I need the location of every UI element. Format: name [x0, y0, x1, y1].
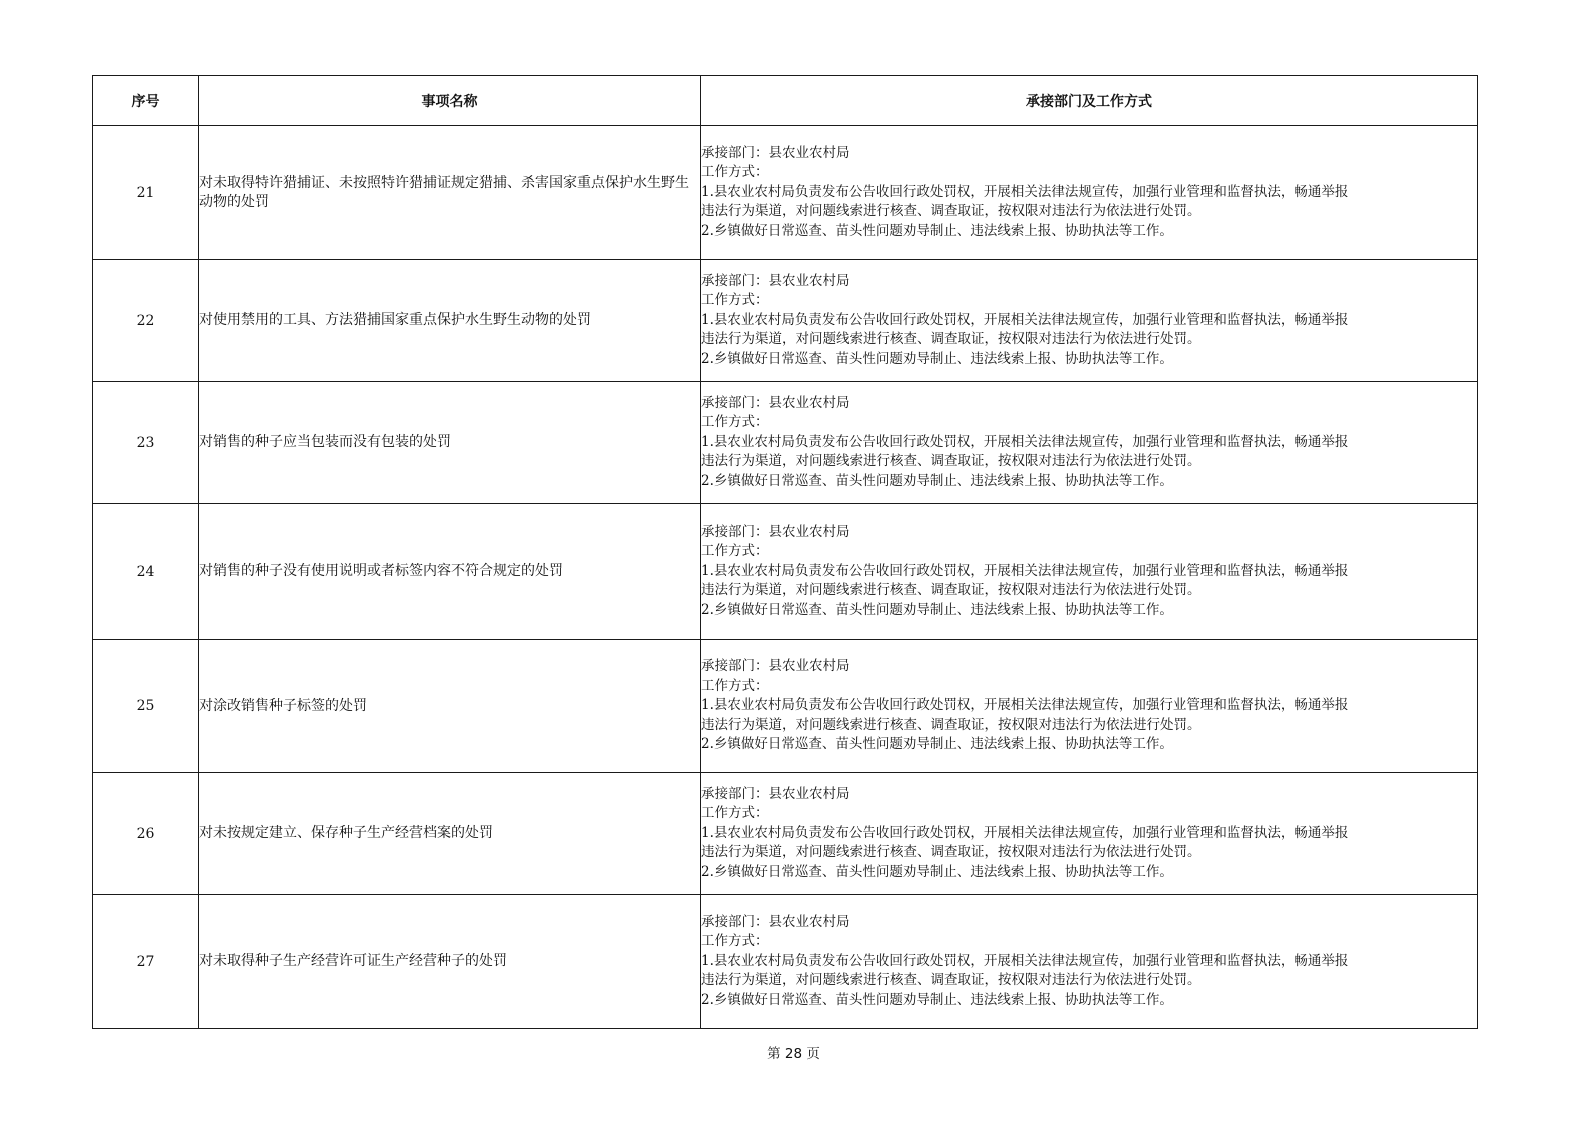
item-name: 对未取得特许猎捕证、未按照特许猎捕证规定猎捕、杀害国家重点保护水生野生动物的处罚 [199, 126, 701, 260]
dept-line: 承接部门：县农业农村局 [701, 272, 850, 289]
dept-line: 1.县农业农村局负责发布公告收回行政处罚权，开展相关法律法规宣传，加强行业管理和监督执法，畅通举报 [701, 697, 1349, 714]
dept-line: 承接部门：县农业农村局 [701, 785, 850, 802]
dept-line: 1.县农业农村局负责发布公告收回行政处罚权，开展相关法律法规宣传，加强行业管理和监督执法，畅通举报 [701, 562, 1349, 579]
dept-line: 2.乡镇做好日常巡查、苗头性问题劝导制止、违法线索上报、协助执法等工作。 [701, 222, 1173, 239]
table-row [93, 504, 1478, 640]
dept-line: 工作方式： [701, 677, 769, 694]
dept-line: 1.县农业农村局负责发布公告收回行政处罚权，开展相关法律法规宣传，加强行业管理和监督执法，畅通举报 [701, 824, 1349, 841]
items-table [92, 75, 1478, 1029]
dept-line: 违法行为渠道，对问题线索进行核查、调查取证，按权限对违法行为依法进行处罚。 [701, 582, 1201, 599]
dept-line: 1.县农业农村局负责发布公告收回行政处罚权，开展相关法律法规宣传，加强行业管理和监督执法，畅通举报 [701, 183, 1349, 200]
header-name: 事项名称 [199, 76, 701, 126]
dept-line: 承接部门：县农业农村局 [701, 913, 850, 930]
table-row [93, 895, 1478, 1029]
row-number: 21 [93, 126, 199, 260]
dept-line: 违法行为渠道，对问题线索进行核查、调查取证，按权限对违法行为依法进行处罚。 [701, 453, 1201, 470]
dept-line: 2.乡镇做好日常巡查、苗头性问题劝导制止、违法线索上报、协助执法等工作。 [701, 736, 1173, 753]
table-row [93, 126, 1478, 260]
header-row [93, 76, 1478, 126]
row-number: 25 [93, 640, 199, 773]
dept-line: 违法行为渠道，对问题线索进行核查、调查取证，按权限对违法行为依法进行处罚。 [701, 844, 1201, 861]
row-number: 22 [93, 260, 199, 382]
header-no: 序号 [93, 76, 199, 126]
item-name: 对涂改销售种子标签的处罚 [199, 640, 701, 773]
dept-line: 工作方式： [701, 164, 769, 181]
dept-line: 工作方式： [701, 805, 769, 822]
row-number: 27 [93, 895, 199, 1029]
dept-and-method [701, 773, 1478, 895]
dept-line: 违法行为渠道，对问题线索进行核查、调查取证，按权限对违法行为依法进行处罚。 [701, 716, 1201, 733]
dept-line: 1.县农业农村局负责发布公告收回行政处罚权，开展相关法律法规宣传，加强行业管理和监督执法，畅通举报 [701, 433, 1349, 450]
dept-line: 2.乡镇做好日常巡查、苗头性问题劝导制止、违法线索上报、协助执法等工作。 [701, 991, 1173, 1008]
table-body [93, 126, 1478, 1029]
item-name: 对销售的种子应当包装而没有包装的处罚 [199, 382, 701, 504]
dept-line: 2.乡镇做好日常巡查、苗头性问题劝导制止、违法线索上报、协助执法等工作。 [701, 863, 1173, 880]
item-name: 对未按规定建立、保存种子生产经营档案的处罚 [199, 773, 701, 895]
table-row [93, 382, 1478, 504]
table-row [93, 260, 1478, 382]
dept-line: 工作方式： [701, 292, 769, 309]
dept-line: 工作方式： [701, 414, 769, 431]
dept-and-method [701, 504, 1478, 640]
dept-line: 承接部门：县农业农村局 [701, 394, 850, 411]
dept-line: 1.县农业农村局负责发布公告收回行政处罚权，开展相关法律法规宣传，加强行业管理和监督执法，畅通举报 [701, 952, 1349, 969]
header-dept: 承接部门及工作方式 [701, 76, 1478, 126]
dept-line: 2.乡镇做好日常巡查、苗头性问题劝导制止、违法线索上报、协助执法等工作。 [701, 601, 1173, 618]
dept-line: 2.乡镇做好日常巡查、苗头性问题劝导制止、违法线索上报、协助执法等工作。 [701, 472, 1173, 489]
item-name: 对未取得种子生产经营许可证生产经营种子的处罚 [199, 895, 701, 1029]
dept-line: 1.县农业农村局负责发布公告收回行政处罚权，开展相关法律法规宣传，加强行业管理和监督执法，畅通举报 [701, 311, 1349, 328]
dept-line: 工作方式： [701, 933, 769, 950]
row-number: 23 [93, 382, 199, 504]
table-row [93, 773, 1478, 895]
dept-line: 承接部门：县农业农村局 [701, 523, 850, 540]
dept-and-method [701, 382, 1478, 504]
dept-and-method [701, 260, 1478, 382]
dept-line: 工作方式： [701, 543, 769, 560]
dept-and-method [701, 640, 1478, 773]
dept-line: 违法行为渠道，对问题线索进行核查、调查取证，按权限对违法行为依法进行处罚。 [701, 331, 1201, 348]
dept-and-method [701, 895, 1478, 1029]
item-name: 对销售的种子没有使用说明或者标签内容不符合规定的处罚 [199, 504, 701, 640]
dept-line: 违法行为渠道，对问题线索进行核查、调查取证，按权限对违法行为依法进行处罚。 [701, 972, 1201, 989]
dept-line: 承接部门：县农业农村局 [701, 144, 850, 161]
row-number: 26 [93, 773, 199, 895]
dept-line: 违法行为渠道，对问题线索进行核查、调查取证，按权限对违法行为依法进行处罚。 [701, 203, 1201, 220]
dept-line: 2.乡镇做好日常巡查、苗头性问题劝导制止、违法线索上报、协助执法等工作。 [701, 350, 1173, 367]
table-row [93, 640, 1478, 773]
row-number: 24 [93, 504, 199, 640]
dept-and-method [701, 126, 1478, 260]
page-number: 第 28 页 [767, 1046, 820, 1062]
item-name: 对使用禁用的工具、方法猎捕国家重点保护水生野生动物的处罚 [199, 260, 701, 382]
dept-line: 承接部门：县农业农村局 [701, 658, 850, 675]
